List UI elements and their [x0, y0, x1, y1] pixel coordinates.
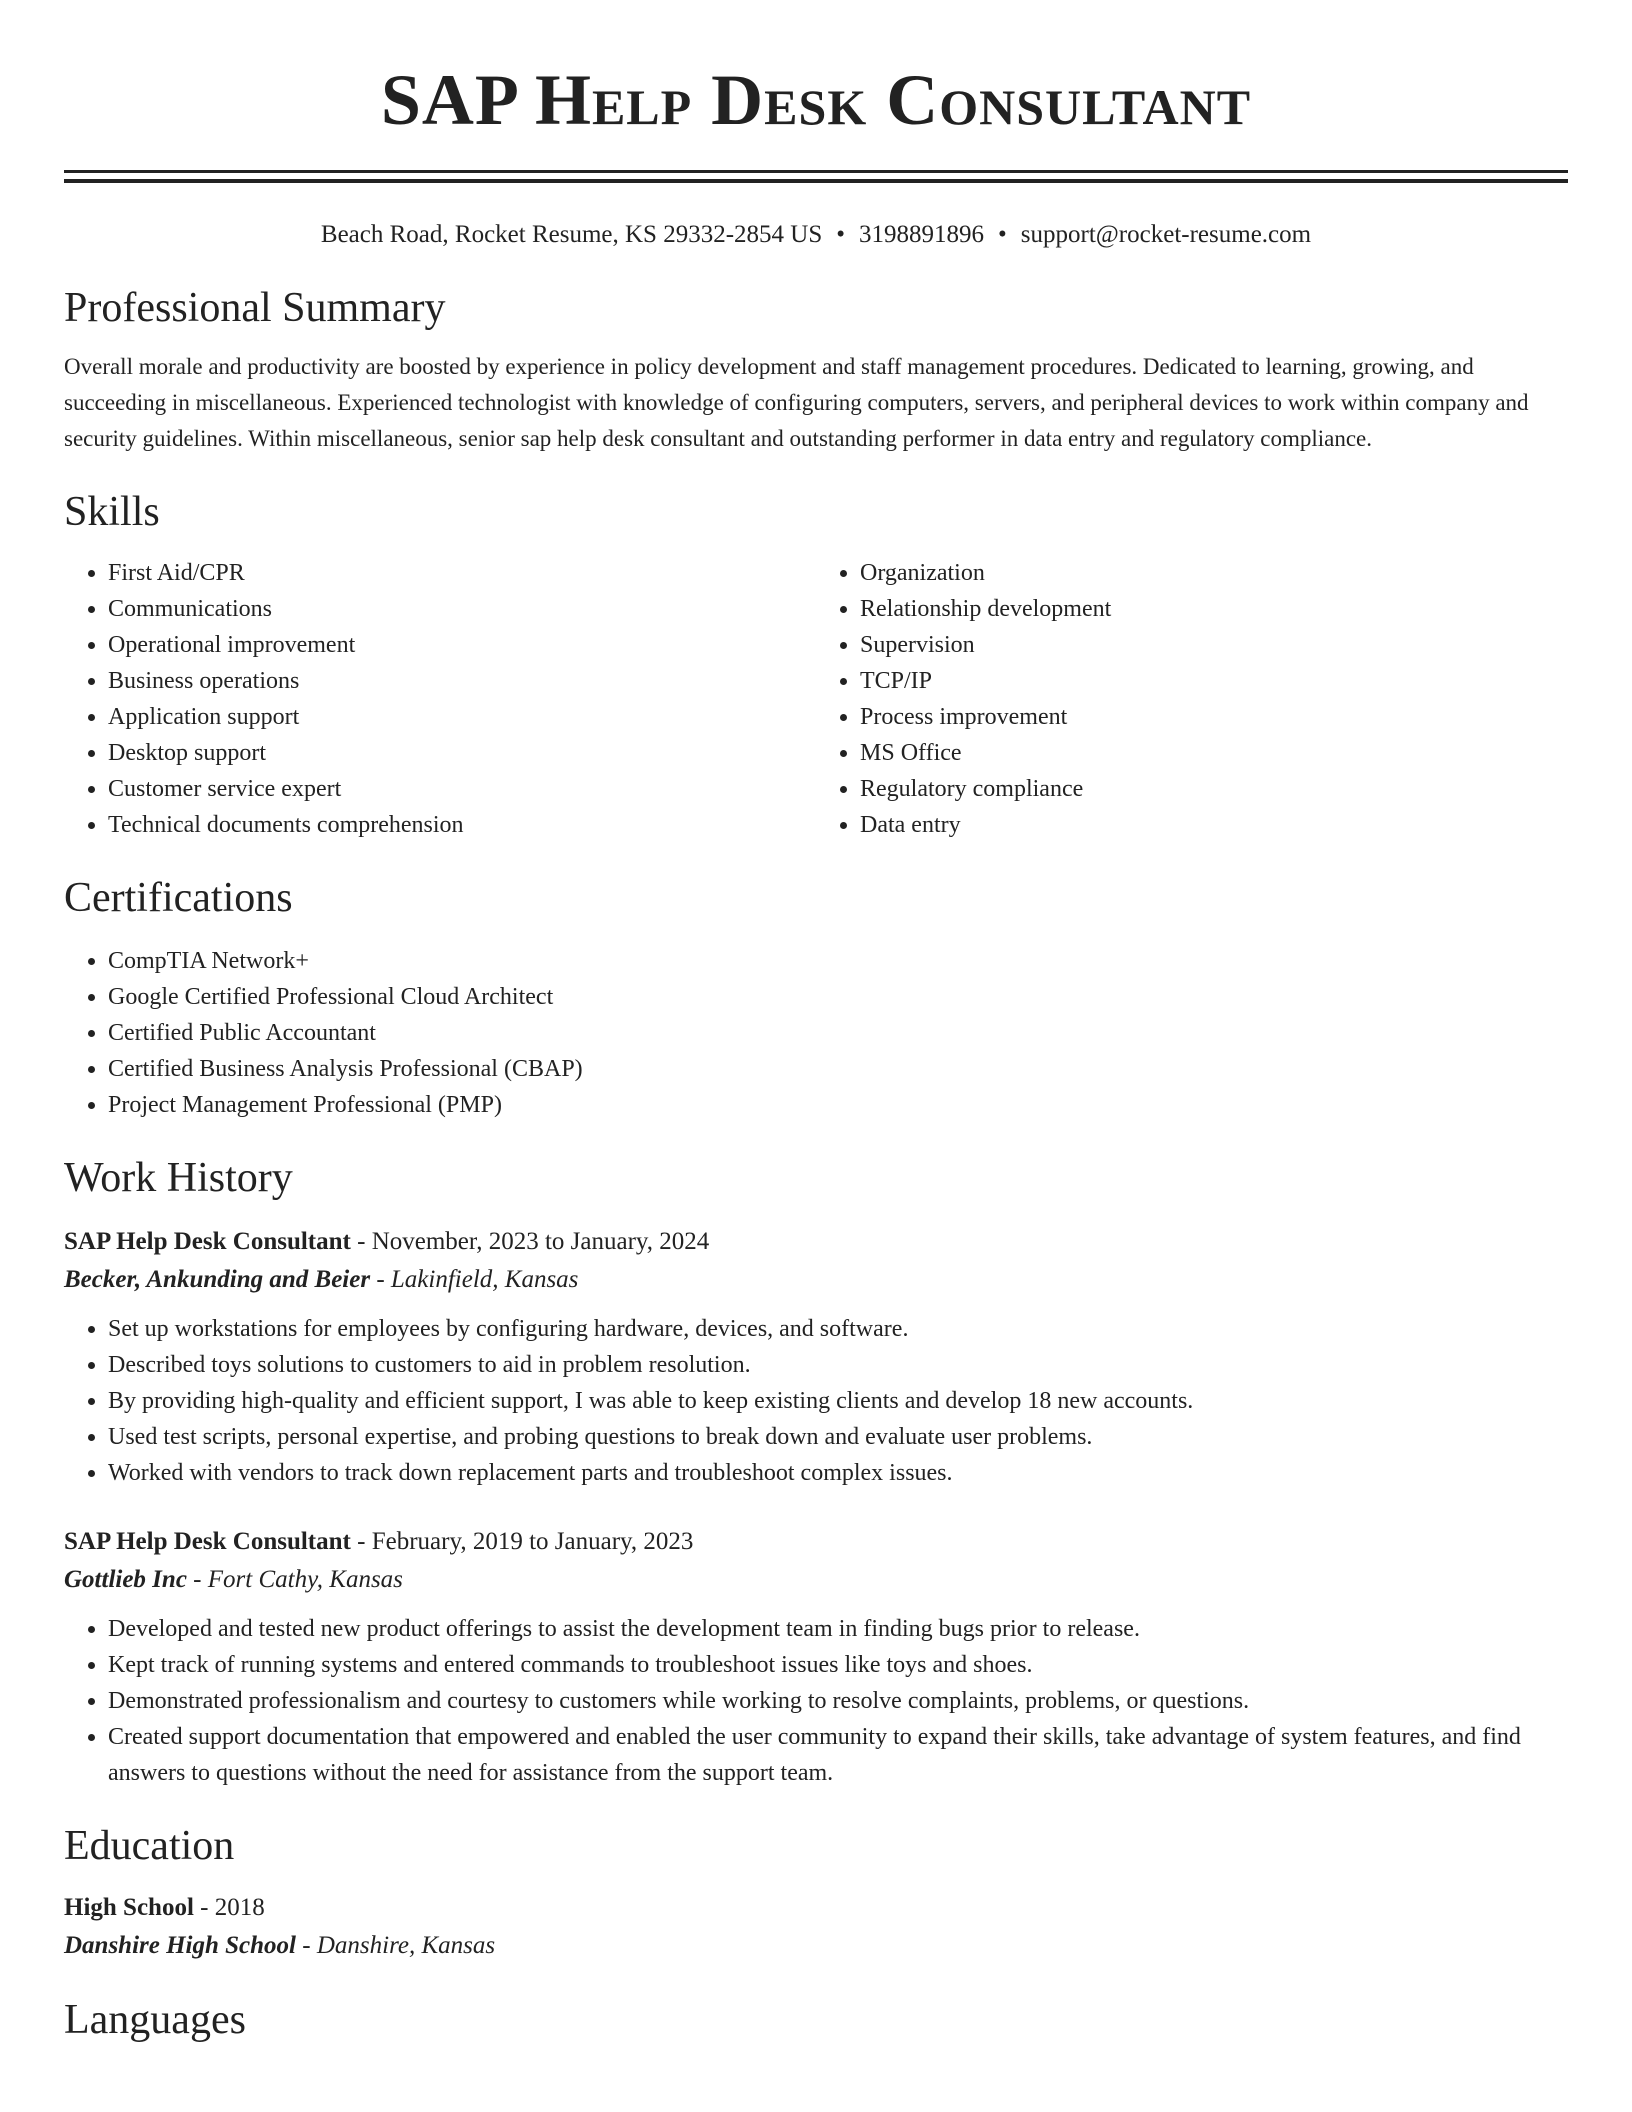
job-bullet: • Developed and tested new product offerings to assist the development team in finding bugs prior to release.: [108, 1611, 1568, 1647]
job-bullet: • Kept track of running systems and entered commands to troubleshoot issues like toys and shoes.: [108, 1647, 1568, 1683]
summary-heading: Professional Summary: [64, 285, 446, 331]
skill-item: • Process improvement: [860, 699, 1568, 735]
resume-title: SAP Help Desk Consultant: [380, 60, 1252, 140]
job-bullets: [64, 1311, 1568, 1491]
skill-item: • Regulatory compliance: [860, 771, 1568, 807]
certifications-heading: Certifications: [64, 875, 293, 921]
skill-item: • Application support: [108, 699, 816, 735]
education-degree-line: [64, 1889, 1568, 1927]
work-history-heading: Work History: [64, 1155, 293, 1201]
skills-heading: Skills: [64, 489, 160, 535]
job-dates: - February, 2019 to January, 2023: [350, 1528, 694, 1555]
skill-item: • Operational improvement: [108, 627, 816, 663]
languages-heading: Languages: [64, 1997, 246, 2043]
skill-item: • TCP/IP: [860, 663, 1568, 699]
certifications-section: [64, 873, 1568, 1123]
skill-item: • Desktop support: [108, 735, 816, 771]
header-rule-top: [64, 170, 1568, 173]
job-entry: [64, 1223, 1568, 1491]
contact-separator: •: [836, 221, 846, 248]
job-location: - Lakinfield, Kansas: [370, 1266, 579, 1293]
contact-line: [64, 219, 1568, 251]
job-bullets: [64, 1611, 1568, 1791]
certification-item: • CompTIA Network+: [108, 943, 1568, 979]
resume-page: [64, 0, 1568, 2045]
skill-item: • Supervision: [860, 627, 1568, 663]
job-company-line: [64, 1561, 1568, 1599]
contact-address: Beach Road, Rocket Resume, KS 29332-2854 US: [320, 221, 823, 248]
skills-list-left: [64, 555, 816, 843]
education-year: - 2018: [193, 1894, 265, 1921]
skill-item: • Data entry: [860, 807, 1568, 843]
skill-item: • Communications: [108, 591, 816, 627]
job-bullet: • Used test scripts, personal expertise, and probing questions to break down and evaluate user problems.: [108, 1419, 1568, 1455]
education-degree: High School: [64, 1894, 194, 1921]
summary-section: [64, 283, 1568, 457]
job-dates: - November, 2023 to January, 2024: [350, 1228, 710, 1255]
skill-item: • Organization: [860, 555, 1568, 591]
education-entry: [64, 1889, 1568, 1965]
skill-item: • Relationship development: [860, 591, 1568, 627]
skills-section: [64, 487, 1568, 843]
education-heading: Education: [64, 1823, 235, 1869]
education-location: - Danshire, Kansas: [296, 1932, 496, 1959]
job-company: Gottlieb Inc: [64, 1566, 187, 1593]
job-title: SAP Help Desk Consultant: [64, 1228, 351, 1255]
contact-email: support@rocket-resume.com: [1020, 221, 1312, 248]
languages-section: [64, 1995, 1568, 2045]
job-bullet: • By providing high-quality and efficient support, I was able to keep existing clients and develop 18 new accounts.: [108, 1383, 1568, 1419]
skill-item: • Customer service expert: [108, 771, 816, 807]
certification-item: • Certified Business Analysis Professional (CBAP): [108, 1051, 1568, 1087]
job-location: - Fort Cathy, Kansas: [186, 1566, 403, 1593]
job-bullet: • Created support documentation that empowered and enabled the user community to expand their skills, take advantage of system features, and find answers to questions without the need for assistance from the support team.: [108, 1719, 1568, 1791]
job-bullet: • Worked with vendors to track down replacement parts and troubleshoot complex issues.: [108, 1455, 1568, 1491]
job-entry: [64, 1523, 1568, 1791]
summary-text: Overall morale and productivity are boosted by experience in policy development and staff management procedures. Dedicated to learning, growing, and succeeding in miscellaneous. Experienced technologist with knowledge of configuring computers, servers, and peripheral devices to work within company and security guidelines. Within miscellaneous, senior sap help desk consultant and outstanding performer in data entry and regulatory compliance.: [64, 354, 1529, 451]
work-history-section: [64, 1153, 1568, 1791]
education-section: [64, 1821, 1568, 1965]
skills-columns: [64, 555, 1568, 843]
skill-item: • MS Office: [860, 735, 1568, 771]
certification-item: • Project Management Professional (PMP): [108, 1087, 1568, 1123]
certifications-list: [64, 943, 1568, 1123]
skill-item: • Technical documents comprehension: [108, 807, 816, 843]
header-rule-bottom: [64, 179, 1568, 183]
job-bullet: • Demonstrated professionalism and courtesy to customers while working to resolve complaints, problems, or questions.: [108, 1683, 1568, 1719]
contact-separator: •: [998, 221, 1007, 248]
job-company-line: [64, 1261, 1568, 1299]
job-company: Becker, Ankunding and Beier: [64, 1266, 371, 1293]
education-school-line: [64, 1927, 1568, 1965]
job-bullet: • Set up workstations for employees by configuring hardware, devices, and software.: [108, 1311, 1568, 1347]
job-bullet: • Described toys solutions to customers to aid in problem resolution.: [108, 1347, 1568, 1383]
skill-item: • Business operations: [108, 663, 816, 699]
job-title-line: [64, 1223, 1568, 1261]
skill-item: • First Aid/CPR: [108, 555, 816, 591]
skills-list-right: [816, 555, 1568, 843]
certification-item: • Google Certified Professional Cloud Architect: [108, 979, 1568, 1015]
education-school: Danshire High School: [64, 1932, 297, 1959]
contact-phone: 3198891896: [859, 221, 985, 248]
job-title: SAP Help Desk Consultant: [64, 1528, 351, 1555]
certification-item: • Certified Public Accountant: [108, 1015, 1568, 1051]
job-title-line: [64, 1523, 1568, 1561]
